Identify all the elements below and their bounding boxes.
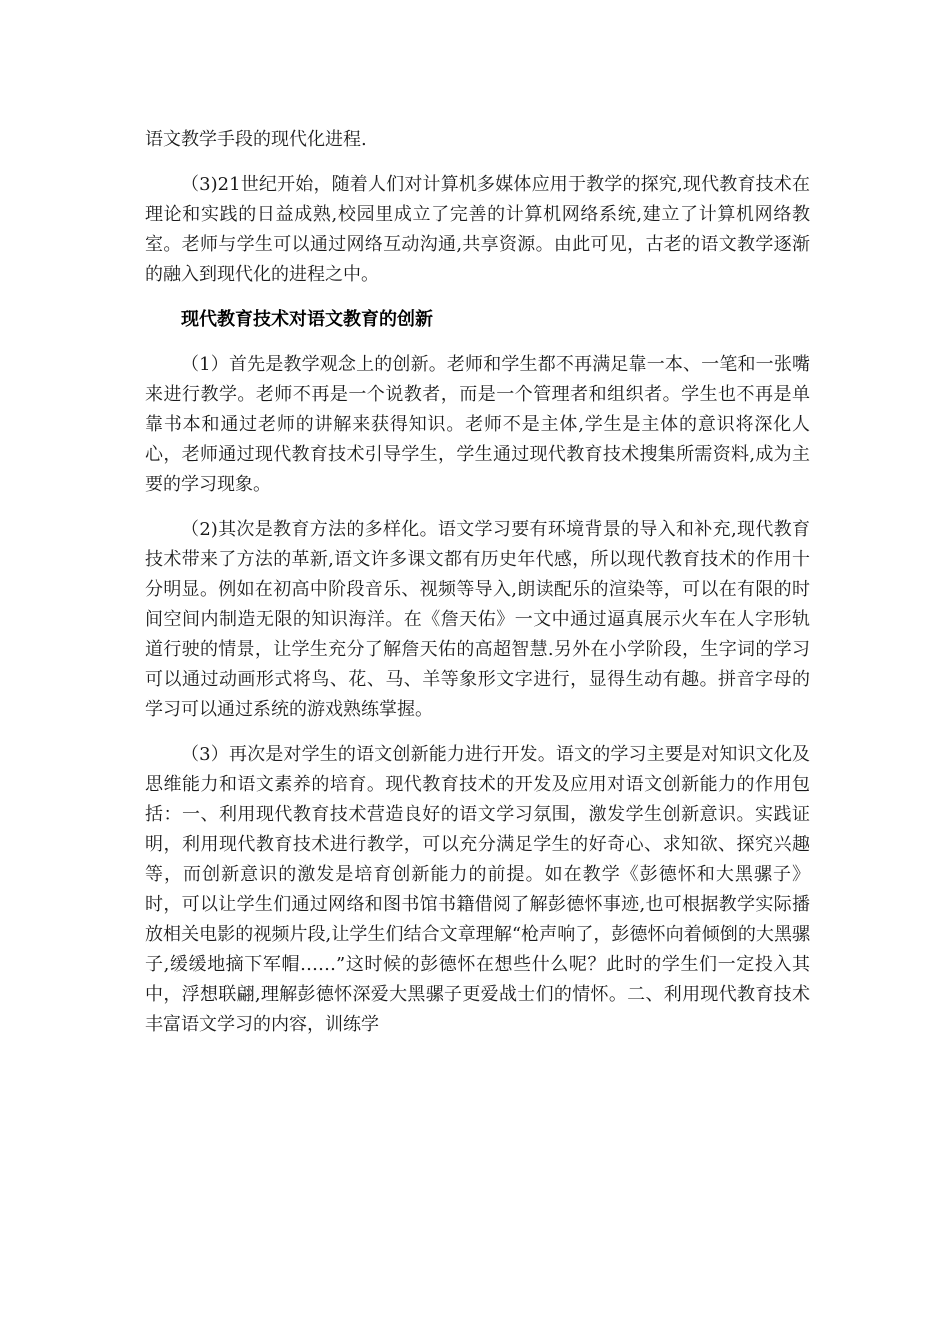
paragraph-continuation: 语文教学手段的现代化进程. <box>145 129 367 150</box>
paragraph-innovation-ability: （3）再次是对学生的语文创新能力进行开发。语文的学习主要是对知识文化及思维能力和语文素养的培育。现代教育技术的开发及应用对语文创新能力的作用包括：一、利用现代教育技术营造良好的语文学习氛围，激发学生创新意识。实践证明，利用现代教育技术进行教学，可以充分满足学生的好奇心、求知欲、探究兴趣等，而创新意识的激发是培育创新能力的前提。如在教学《彭德怀和大黑骡子》时，可以让学生们通过网络和图书馆书籍借阅了解彭德怀事迹,也可根据教学实际播放相关电影的视频片段,让学生们结合文章理解“枪声响了，彭德怀向着倾倒的大黑骡子,缓缓地摘下军帽……”这时候的彭德怀在想些什么呢？此时的学生们一定投入其中，浮想联翩,理解彭德怀深爱大黑骡子更爱战士们的情怀。二、利用现代教育技术丰富语文学习的内容，训练学 <box>145 744 810 1035</box>
section-heading: 现代教育技术对语文教育的创新 <box>181 309 433 330</box>
document-body <box>145 125 810 1055</box>
paragraph-teaching-concept: （1）首先是教学观念上的创新。老师和学生都不再满足靠一本、一笔和一张嘴来进行教学。老师不再是一个说教者，而是一个管理者和组织者。学生也不再是单靠书本和通过老师的讲解来获得知识。老师不是主体,学生是主体的意识将深化人心，老师通过现代教育技术引导学生，学生通过现代教育技术搜集所需资料,成为主要的学习现象。 <box>145 354 810 495</box>
paragraph-teaching-methods: （2)其次是教育方法的多样化。语文学习要有环境背景的导入和补充,现代教育技术带来了方法的革新,语文许多课文都有历史年代感，所以现代教育技术的作用十分明显。例如在初高中阶段音乐、视频等导入,朗读配乐的渲染等，可以在有限的时间空间内制造无限的知识海洋。在《詹天佑》一文中通过逼真展示火车在人字形轨道行驶的情景，让学生充分了解詹天佑的高超智慧.另外在小学阶段，生字词的学习可以通过动画形式将鸟、花、马、羊等象形文字进行，显得生动有趣。拼音字母的学习可以通过系统的游戏熟练掌握。 <box>145 519 810 720</box>
paragraph-item-3-21st-century: （3)21世纪开始，随着人们对计算机多媒体应用于教学的探究,现代教育技术在理论和实践的日益成熟,校园里成立了完善的计算机网络系统,建立了计算机网络教室。老师与学生可以通过网络互动沟通,共享资源。由此可见，古老的语文教学逐渐的融入到现代化的进程之中。 <box>145 174 810 285</box>
